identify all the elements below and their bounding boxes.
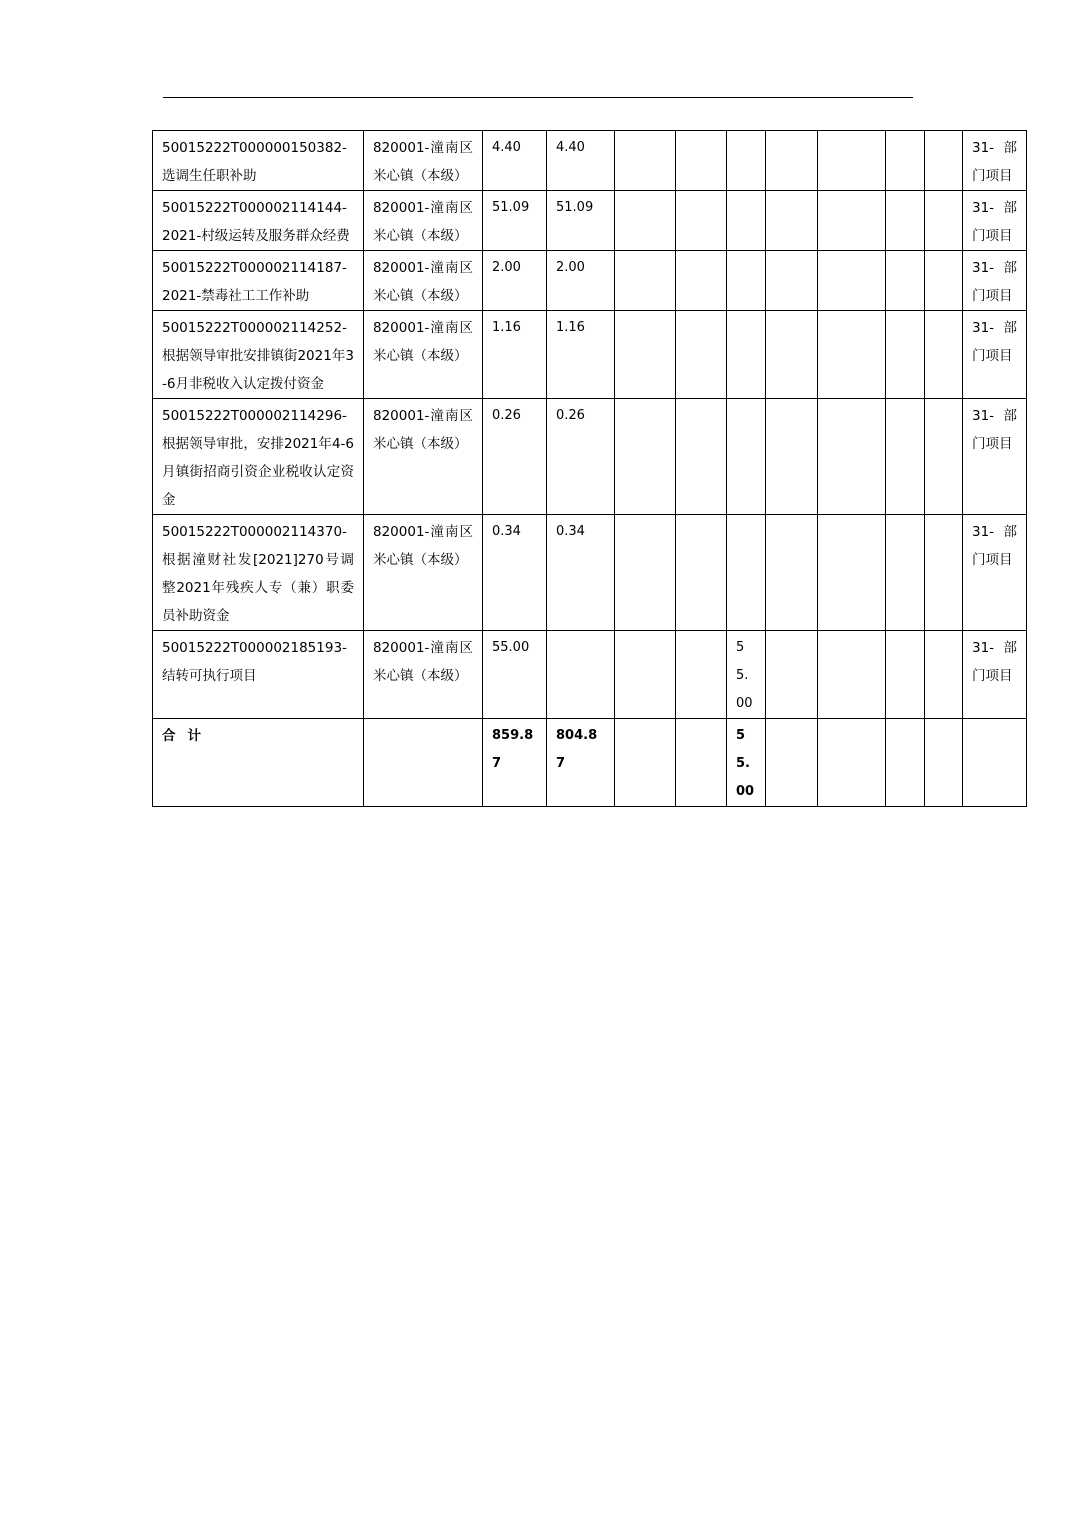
value-cell: 0.26 [547, 399, 615, 515]
value-cell [615, 399, 676, 515]
type-cell: 31-部门项目 [963, 515, 1027, 631]
totals-value-cell [615, 719, 676, 807]
value-cell [818, 131, 886, 191]
totals-value-cell: 804.87 [547, 719, 615, 807]
totals-value-cell [925, 719, 963, 807]
value-cell [925, 311, 963, 399]
project-cell: 50015222T000002114252-根据领导审批安排镇街2021年3-6月非税收入认定拨付资金 [153, 311, 364, 399]
table-row [153, 399, 1027, 515]
value-cell [676, 131, 727, 191]
value-cell: 4.40 [547, 131, 615, 191]
header-rule [163, 97, 913, 98]
value-cell [766, 191, 818, 251]
value-cell [766, 515, 818, 631]
value-cell [676, 251, 727, 311]
total-cell: 55.00 [483, 631, 547, 719]
unit-cell: 820001-潼南区米心镇（本级） [364, 631, 483, 719]
value-cell [676, 399, 727, 515]
value-cell: 51.09 [547, 191, 615, 251]
totals-value-cell [766, 719, 818, 807]
value-cell [727, 399, 766, 515]
value-cell [886, 311, 925, 399]
totals-type-cell [963, 719, 1027, 807]
value-cell [925, 631, 963, 719]
totals-total-cell: 859.87 [483, 719, 547, 807]
table-row [153, 631, 1027, 719]
total-cell: 0.26 [483, 399, 547, 515]
value-cell [727, 131, 766, 191]
value-cell [886, 191, 925, 251]
value-cell [818, 311, 886, 399]
project-cell: 50015222T000002185193-结转可执行项目 [153, 631, 364, 719]
value-cell [886, 251, 925, 311]
budget-table [152, 130, 1027, 807]
value-cell [886, 399, 925, 515]
value-cell [676, 631, 727, 719]
project-cell: 50015222T000002114187-2021-禁毒社工工作补助 [153, 251, 364, 311]
total-cell: 0.34 [483, 515, 547, 631]
total-cell: 51.09 [483, 191, 547, 251]
value-cell [818, 399, 886, 515]
value-cell [766, 631, 818, 719]
project-cell: 50015222T000002114296-根据领导审批，安排2021年4-6月镇街招商引资企业税收认定资金 [153, 399, 364, 515]
value-cell [925, 515, 963, 631]
value-cell [766, 399, 818, 515]
totals-value-cell [818, 719, 886, 807]
type-cell: 31-部门项目 [963, 631, 1027, 719]
value-cell [818, 631, 886, 719]
value-cell [547, 631, 615, 719]
totals-row [153, 719, 1027, 807]
project-cell: 50015222T000000150382-选调生任职补助 [153, 131, 364, 191]
value-cell [886, 515, 925, 631]
value-cell [818, 251, 886, 311]
value-cell [615, 191, 676, 251]
unit-cell: 820001-潼南区米心镇（本级） [364, 131, 483, 191]
value-cell [615, 515, 676, 631]
type-cell: 31-部门项目 [963, 191, 1027, 251]
table-row [153, 515, 1027, 631]
value-cell [886, 631, 925, 719]
value-cell [676, 311, 727, 399]
totals-value-cell: 55.00 [727, 719, 766, 807]
total-cell: 2.00 [483, 251, 547, 311]
value-cell [727, 251, 766, 311]
value-cell: 2.00 [547, 251, 615, 311]
type-cell: 31-部门项目 [963, 399, 1027, 515]
table-row [153, 131, 1027, 191]
value-cell [925, 399, 963, 515]
total-cell: 1.16 [483, 311, 547, 399]
totals-value-cell [886, 719, 925, 807]
value-cell [766, 311, 818, 399]
totals-label: 合计 [153, 719, 364, 807]
type-cell: 31-部门项目 [963, 251, 1027, 311]
table-row [153, 191, 1027, 251]
type-cell: 31-部门项目 [963, 311, 1027, 399]
value-cell [925, 251, 963, 311]
unit-cell: 820001-潼南区米心镇（本级） [364, 515, 483, 631]
totals-unit-cell [364, 719, 483, 807]
unit-cell: 820001-潼南区米心镇（本级） [364, 191, 483, 251]
type-cell: 31-部门项目 [963, 131, 1027, 191]
value-cell [615, 131, 676, 191]
value-cell [727, 191, 766, 251]
value-cell: 55.00 [727, 631, 766, 719]
value-cell [727, 515, 766, 631]
value-cell [676, 191, 727, 251]
table-row [153, 251, 1027, 311]
value-cell [727, 311, 766, 399]
value-cell [818, 191, 886, 251]
value-cell [615, 251, 676, 311]
value-cell: 1.16 [547, 311, 615, 399]
value-cell [925, 131, 963, 191]
value-cell: 0.34 [547, 515, 615, 631]
unit-cell: 820001-潼南区米心镇（本级） [364, 311, 483, 399]
project-cell: 50015222T000002114144-2021-村级运转及服务群众经费 [153, 191, 364, 251]
value-cell [886, 131, 925, 191]
total-cell: 4.40 [483, 131, 547, 191]
value-cell [615, 311, 676, 399]
value-cell [766, 131, 818, 191]
value-cell [615, 631, 676, 719]
value-cell [766, 251, 818, 311]
unit-cell: 820001-潼南区米心镇（本级） [364, 399, 483, 515]
value-cell [925, 191, 963, 251]
unit-cell: 820001-潼南区米心镇（本级） [364, 251, 483, 311]
value-cell [818, 515, 886, 631]
table-row [153, 311, 1027, 399]
value-cell [676, 515, 727, 631]
totals-value-cell [676, 719, 727, 807]
project-cell: 50015222T000002114370-根据潼财社发[2021]270号调整2021年残疾人专（兼）职委员补助资金 [153, 515, 364, 631]
